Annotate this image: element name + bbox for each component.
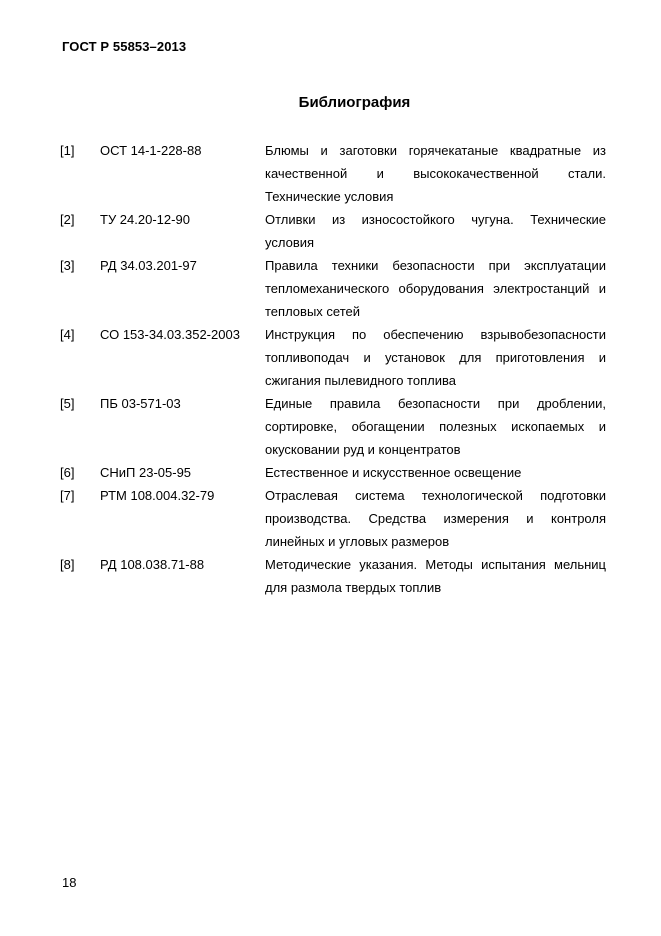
bibliography-entry bbox=[60, 461, 606, 484]
entry-code: ОСТ 14-1-228-88 bbox=[100, 143, 202, 158]
entry-description: Инструкция по обеспечению взрывобезопасности топливоподач и установок для приготовления и сжигания пылевидного топлива bbox=[265, 327, 606, 388]
entry-code: ПБ 03-571-03 bbox=[100, 396, 181, 411]
bibliography-list bbox=[60, 139, 606, 599]
entry-number: [2] bbox=[60, 212, 75, 227]
entry-description: Единые правила безопасности при дроблении, сортировке, обогащении полезных ископаемых и окусковании руд и концентратов bbox=[265, 396, 606, 457]
entry-number: [6] bbox=[60, 465, 75, 480]
bibliography-entry bbox=[60, 323, 606, 392]
entry-number: [7] bbox=[60, 488, 75, 503]
entry-code: РТМ 108.004.32-79 bbox=[100, 488, 215, 503]
entry-code: РД 34.03.201-97 bbox=[100, 258, 197, 273]
bibliography-entry bbox=[60, 553, 606, 599]
entry-code: СО 153-34.03.352-2003 bbox=[100, 327, 240, 342]
entry-description: Отливки из износостойкого чугуна. Технические условия bbox=[265, 212, 606, 250]
entry-code: СНиП 23-05-95 bbox=[100, 465, 192, 480]
bibliography-entry bbox=[60, 254, 606, 323]
entry-number: [1] bbox=[60, 143, 75, 158]
page-title: Библиография bbox=[298, 94, 411, 111]
bibliography-entry bbox=[60, 139, 606, 208]
entry-description: Отраслевая система технологической подготовки производства. Средства измерения и контроля линейных и угловых размеров bbox=[265, 488, 606, 549]
entry-description: Естественное и искусственное освещение bbox=[265, 465, 522, 480]
page-number: 18 bbox=[62, 875, 77, 890]
bibliography-entry bbox=[60, 484, 606, 553]
entry-code: РД 108.038.71-88 bbox=[100, 557, 205, 572]
bibliography-entry bbox=[60, 208, 606, 254]
entry-number: [8] bbox=[60, 557, 75, 572]
document-header: ГОСТ Р 55853–2013 bbox=[62, 39, 187, 54]
entry-description: Правила техники безопасности при эксплуатации тепломеханического оборудования электростанций и тепловых сетей bbox=[265, 258, 606, 319]
entry-number: [5] bbox=[60, 396, 75, 411]
entry-description: Блюмы и заготовки горячекатаные квадратные из качественной и высококачественной стали. Технические условия bbox=[265, 143, 606, 204]
entry-description: Методические указания. Методы испытания мельниц для размола твердых топлив bbox=[265, 557, 606, 595]
entry-number: [3] bbox=[60, 258, 75, 273]
bibliography-entry bbox=[60, 392, 606, 461]
entry-number: [4] bbox=[60, 327, 75, 342]
entry-code: ТУ 24.20-12-90 bbox=[100, 212, 190, 227]
